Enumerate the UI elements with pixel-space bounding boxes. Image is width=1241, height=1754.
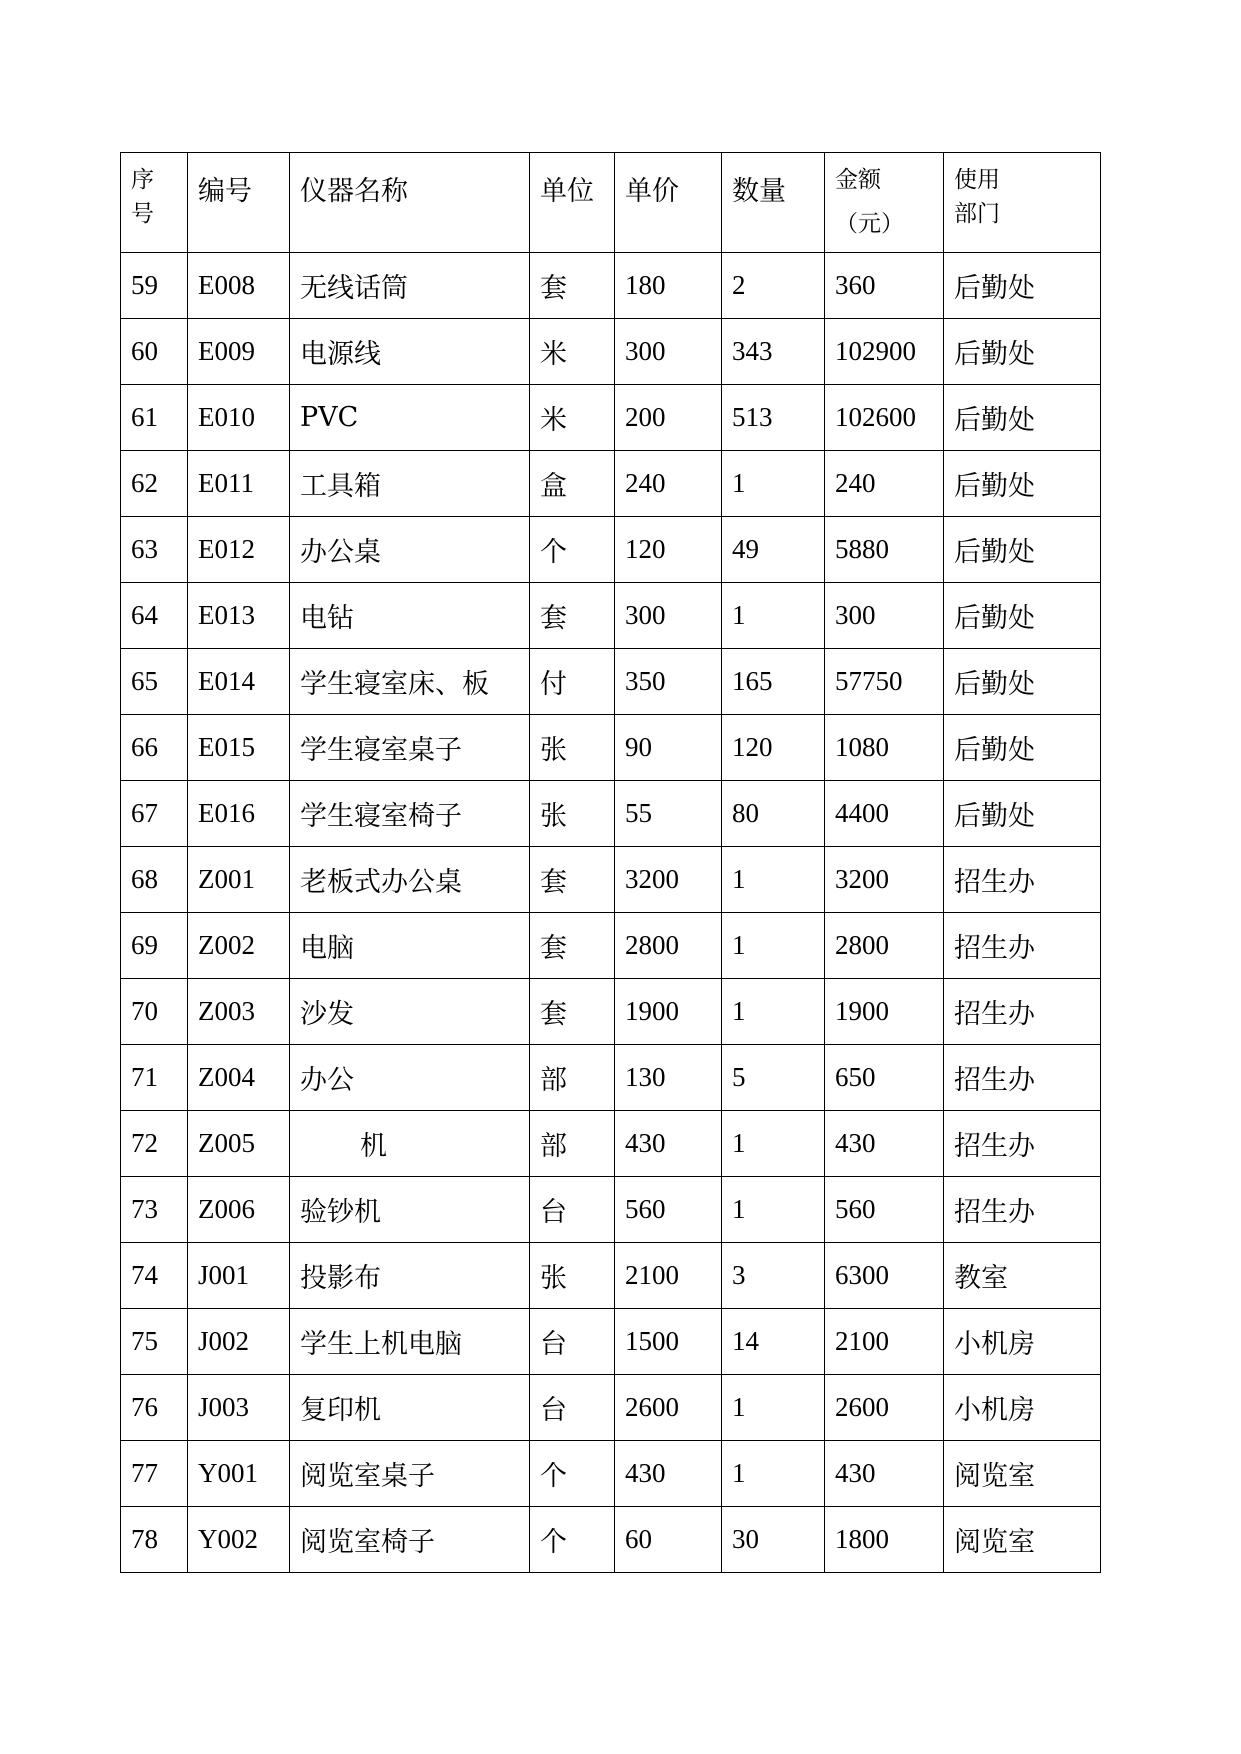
cell-qty: 30 — [722, 1507, 825, 1573]
cell-name: 电钻 — [290, 583, 530, 649]
cell-dept: 招生办 — [944, 1177, 1101, 1243]
header-no-line2: 号 — [131, 201, 154, 227]
cell-amount: 102900 — [825, 319, 944, 385]
cell-qty: 165 — [722, 649, 825, 715]
cell-unit: 台 — [530, 1375, 615, 1441]
cell-no: 74 — [121, 1243, 188, 1309]
cell-no: 60 — [121, 319, 188, 385]
header-cell-no — [121, 153, 188, 253]
cell-code: E013 — [188, 583, 290, 649]
cell-price: 200 — [615, 385, 722, 451]
cell-dept: 招生办 — [944, 913, 1101, 979]
cell-price: 350 — [615, 649, 722, 715]
cell-price: 1500 — [615, 1309, 722, 1375]
cell-code: E016 — [188, 781, 290, 847]
cell-dept: 招生办 — [944, 847, 1101, 913]
cell-price: 300 — [615, 583, 722, 649]
cell-name: 办公 — [290, 1045, 530, 1111]
header-cell-dept — [944, 153, 1101, 253]
cell-no: 76 — [121, 1375, 188, 1441]
table-row — [121, 517, 1101, 583]
cell-amount: 430 — [825, 1441, 944, 1507]
cell-qty: 1 — [722, 979, 825, 1045]
cell-unit: 套 — [530, 583, 615, 649]
cell-amount: 5880 — [825, 517, 944, 583]
cell-no: 62 — [121, 451, 188, 517]
header-cell-qty — [722, 153, 825, 253]
cell-name: 学生寝室床、板 — [290, 649, 530, 715]
table-row — [121, 253, 1101, 319]
cell-amount: 57750 — [825, 649, 944, 715]
cell-amount: 2100 — [825, 1309, 944, 1375]
table-row — [121, 781, 1101, 847]
header-dept-line2: 部门 — [954, 201, 1000, 227]
cell-amount: 1800 — [825, 1507, 944, 1573]
table-row — [121, 583, 1101, 649]
table-body — [121, 153, 1101, 1573]
cell-dept: 阅览室 — [944, 1441, 1101, 1507]
cell-qty: 1 — [722, 1111, 825, 1177]
cell-dept: 后勤处 — [944, 583, 1101, 649]
cell-price: 240 — [615, 451, 722, 517]
cell-amount: 240 — [825, 451, 944, 517]
cell-unit: 付 — [530, 649, 615, 715]
cell-amount: 3200 — [825, 847, 944, 913]
cell-no: 63 — [121, 517, 188, 583]
cell-code: Y002 — [188, 1507, 290, 1573]
cell-name: 投影布 — [290, 1243, 530, 1309]
cell-no: 69 — [121, 913, 188, 979]
cell-price: 3200 — [615, 847, 722, 913]
cell-name: 沙发 — [290, 979, 530, 1045]
cell-unit: 台 — [530, 1177, 615, 1243]
header-dept-line1: 使用 — [954, 167, 1000, 193]
cell-no: 68 — [121, 847, 188, 913]
cell-no: 65 — [121, 649, 188, 715]
cell-no: 70 — [121, 979, 188, 1045]
cell-price: 120 — [615, 517, 722, 583]
equipment-table — [120, 152, 1101, 1573]
cell-no: 73 — [121, 1177, 188, 1243]
cell-qty: 5 — [722, 1045, 825, 1111]
cell-dept: 后勤处 — [944, 319, 1101, 385]
cell-code: Z002 — [188, 913, 290, 979]
table-row — [121, 913, 1101, 979]
cell-dept: 阅览室 — [944, 1507, 1101, 1573]
cell-amount: 560 — [825, 1177, 944, 1243]
cell-qty: 2 — [722, 253, 825, 319]
cell-name: 电脑 — [290, 913, 530, 979]
cell-price: 55 — [615, 781, 722, 847]
cell-qty: 513 — [722, 385, 825, 451]
cell-dept: 教室 — [944, 1243, 1101, 1309]
cell-unit: 部 — [530, 1111, 615, 1177]
cell-name: 学生寝室桌子 — [290, 715, 530, 781]
cell-name: 老板式办公桌 — [290, 847, 530, 913]
cell-qty: 343 — [722, 319, 825, 385]
cell-name: PVC — [290, 385, 530, 451]
cell-qty: 1 — [722, 1441, 825, 1507]
cell-qty: 3 — [722, 1243, 825, 1309]
cell-dept: 后勤处 — [944, 781, 1101, 847]
cell-no: 67 — [121, 781, 188, 847]
cell-qty: 1 — [722, 1177, 825, 1243]
cell-dept: 后勤处 — [944, 649, 1101, 715]
cell-unit: 米 — [530, 385, 615, 451]
cell-dept: 后勤处 — [944, 451, 1101, 517]
cell-name: 工具箱 — [290, 451, 530, 517]
cell-unit: 套 — [530, 913, 615, 979]
cell-qty: 1 — [722, 451, 825, 517]
cell-no: 66 — [121, 715, 188, 781]
cell-name: 电源线 — [290, 319, 530, 385]
cell-amount: 4400 — [825, 781, 944, 847]
cell-code: E011 — [188, 451, 290, 517]
header-cell-price — [615, 153, 722, 253]
cell-name: 验钞机 — [290, 1177, 530, 1243]
cell-qty: 80 — [722, 781, 825, 847]
cell-code: E012 — [188, 517, 290, 583]
cell-no: 71 — [121, 1045, 188, 1111]
header-amount-line2: （元） — [835, 211, 904, 237]
cell-name: 无线话筒 — [290, 253, 530, 319]
cell-unit: 张 — [530, 1243, 615, 1309]
cell-no: 59 — [121, 253, 188, 319]
table-row — [121, 847, 1101, 913]
cell-no: 61 — [121, 385, 188, 451]
cell-unit: 套 — [530, 847, 615, 913]
cell-qty: 1 — [722, 913, 825, 979]
cell-qty: 1 — [722, 1375, 825, 1441]
cell-price: 130 — [615, 1045, 722, 1111]
cell-price: 90 — [615, 715, 722, 781]
cell-dept: 招生办 — [944, 1111, 1101, 1177]
cell-price: 430 — [615, 1111, 722, 1177]
cell-no: 78 — [121, 1507, 188, 1573]
table-row — [121, 1507, 1101, 1573]
cell-code: E010 — [188, 385, 290, 451]
header-cell-unit — [530, 153, 615, 253]
cell-code: E008 — [188, 253, 290, 319]
cell-code: Z005 — [188, 1111, 290, 1177]
cell-amount: 1900 — [825, 979, 944, 1045]
cell-amount: 2600 — [825, 1375, 944, 1441]
cell-price: 2800 — [615, 913, 722, 979]
header-code-label: 编号 — [198, 176, 252, 207]
table-row — [121, 451, 1101, 517]
cell-code: Z006 — [188, 1177, 290, 1243]
cell-price: 2100 — [615, 1243, 722, 1309]
cell-price: 560 — [615, 1177, 722, 1243]
header-cell-name — [290, 153, 530, 253]
cell-code: J001 — [188, 1243, 290, 1309]
table-row — [121, 1441, 1101, 1507]
cell-amount: 1080 — [825, 715, 944, 781]
cell-unit: 部 — [530, 1045, 615, 1111]
cell-name: 学生上机电脑 — [290, 1309, 530, 1375]
cell-unit: 个 — [530, 1507, 615, 1573]
cell-unit: 个 — [530, 1441, 615, 1507]
cell-name: 学生寝室椅子 — [290, 781, 530, 847]
cell-unit: 盒 — [530, 451, 615, 517]
cell-code: E009 — [188, 319, 290, 385]
cell-dept: 后勤处 — [944, 517, 1101, 583]
cell-amount: 430 — [825, 1111, 944, 1177]
header-row — [121, 153, 1101, 253]
cell-unit: 米 — [530, 319, 615, 385]
cell-name: 阅览室椅子 — [290, 1507, 530, 1573]
cell-code: J002 — [188, 1309, 290, 1375]
cell-code: Z003 — [188, 979, 290, 1045]
table-row — [121, 1309, 1101, 1375]
table-row — [121, 319, 1101, 385]
header-price-label: 单价 — [625, 176, 679, 207]
header-amount-line1: 金额 — [835, 167, 881, 193]
cell-price: 2600 — [615, 1375, 722, 1441]
table-row — [121, 1045, 1101, 1111]
cell-unit: 台 — [530, 1309, 615, 1375]
cell-no: 77 — [121, 1441, 188, 1507]
cell-code: E015 — [188, 715, 290, 781]
header-qty-label: 数量 — [732, 176, 786, 207]
cell-amount: 2800 — [825, 913, 944, 979]
cell-no: 75 — [121, 1309, 188, 1375]
cell-code: Y001 — [188, 1441, 290, 1507]
cell-qty: 1 — [722, 847, 825, 913]
cell-price: 430 — [615, 1441, 722, 1507]
table-row — [121, 385, 1101, 451]
cell-dept: 招生办 — [944, 979, 1101, 1045]
cell-unit: 个 — [530, 517, 615, 583]
header-no-line1: 序 — [131, 167, 154, 193]
cell-code: E014 — [188, 649, 290, 715]
cell-price: 300 — [615, 319, 722, 385]
cell-amount: 102600 — [825, 385, 944, 451]
cell-qty: 49 — [722, 517, 825, 583]
cell-no: 72 — [121, 1111, 188, 1177]
cell-price: 60 — [615, 1507, 722, 1573]
table-row — [121, 1243, 1101, 1309]
cell-no: 64 — [121, 583, 188, 649]
cell-amount: 6300 — [825, 1243, 944, 1309]
table-row — [121, 1111, 1101, 1177]
cell-amount: 360 — [825, 253, 944, 319]
cell-dept: 后勤处 — [944, 253, 1101, 319]
cell-amount: 650 — [825, 1045, 944, 1111]
cell-unit: 套 — [530, 979, 615, 1045]
table-row — [121, 1375, 1101, 1441]
table-row — [121, 979, 1101, 1045]
cell-dept: 后勤处 — [944, 385, 1101, 451]
cell-price: 180 — [615, 253, 722, 319]
table-row — [121, 649, 1101, 715]
cell-name: 阅览室桌子 — [290, 1441, 530, 1507]
cell-name: 办公桌 — [290, 517, 530, 583]
cell-qty: 120 — [722, 715, 825, 781]
cell-unit: 套 — [530, 253, 615, 319]
table-row — [121, 1177, 1101, 1243]
cell-dept: 招生办 — [944, 1045, 1101, 1111]
cell-qty: 14 — [722, 1309, 825, 1375]
cell-unit: 张 — [530, 715, 615, 781]
header-cell-code — [188, 153, 290, 253]
cell-dept: 后勤处 — [944, 715, 1101, 781]
cell-code: J003 — [188, 1375, 290, 1441]
header-name-label: 仪器名称 — [300, 176, 408, 207]
cell-amount: 300 — [825, 583, 944, 649]
cell-unit: 张 — [530, 781, 615, 847]
cell-qty: 1 — [722, 583, 825, 649]
cell-code: Z004 — [188, 1045, 290, 1111]
cell-price: 1900 — [615, 979, 722, 1045]
table-row — [121, 715, 1101, 781]
header-cell-amount — [825, 153, 944, 253]
cell-name: 复印机 — [290, 1375, 530, 1441]
cell-name: 机 — [290, 1111, 530, 1177]
cell-dept: 小机房 — [944, 1375, 1101, 1441]
cell-dept: 小机房 — [944, 1309, 1101, 1375]
header-unit-label: 单位 — [540, 176, 594, 207]
cell-code: Z001 — [188, 847, 290, 913]
